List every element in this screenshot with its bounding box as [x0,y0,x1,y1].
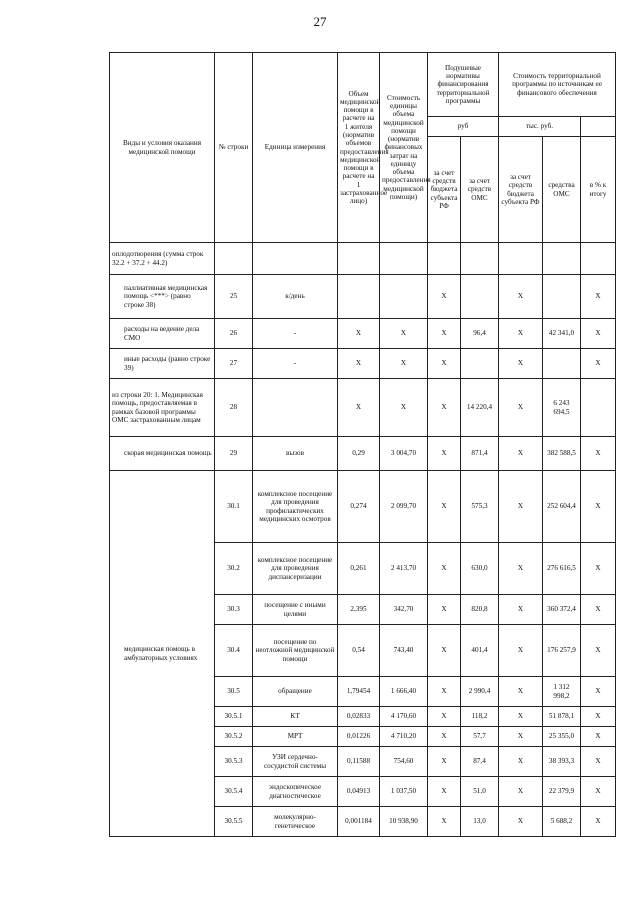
row-no: 30.5.5 [215,807,253,837]
row-pct: X [581,777,616,807]
row-total-oms: 382 588,5 [543,437,581,471]
row-unit: КТ [253,707,338,727]
row-total-budget: X [499,807,543,837]
row-no: 30.5.4 [215,777,253,807]
row-unit: МРТ [253,727,338,747]
row-pct: X [581,677,616,707]
row-no: 30.4 [215,625,253,677]
row-pct: X [581,747,616,777]
row-total-budget: X [499,707,543,727]
header-budget-rf: за счет средств бюджета субъекта РФ [428,137,461,243]
row-no: 27 [215,349,253,379]
row-cost: X [380,349,428,379]
row-label: скорая медицинская помощь [110,437,215,471]
row-budget: X [428,319,461,349]
row-pct: X [581,707,616,727]
row-no: 30.2 [215,543,253,595]
row-oms: 14 220,4 [461,379,499,437]
row-cost: 2 413,70 [380,543,428,595]
row-cost: 754,60 [380,747,428,777]
row-budget: X [428,677,461,707]
row-total-budget: X [499,471,543,543]
row-total-oms: 22 379,9 [543,777,581,807]
row-total-budget: X [499,727,543,747]
row-unit: обращение [253,677,338,707]
ambulatory-label: медицинская помощь в амбулаторных условиях [110,471,215,837]
row-total-oms: 176 257,9 [543,625,581,677]
row-unit: - [253,319,338,349]
row-unit: вызов [253,437,338,471]
header-oms-fund-2: средства ОМС [543,137,581,243]
row-unit: молекулярно-генетическое [253,807,338,837]
row-unit: посещение с иными целями [253,595,338,625]
row-oms: 2 990,4 [461,677,499,707]
row-unit: УЗИ сердечно-сосудистой системы [253,747,338,777]
row-oms: 630,0 [461,543,499,595]
row-total-budget: X [499,275,543,319]
row-cost: 1 037,50 [380,777,428,807]
row-total-budget: X [499,379,543,437]
row-label: оплодотворения (сумма строк 32.2 + 37.2 + 44.2) [110,243,215,275]
row-pct [581,379,616,437]
program-cost-table [109,52,616,837]
row-volume: 1,79454 [338,677,380,707]
row-total-oms: 51 878,1 [543,707,581,727]
row-volume: 0,261 [338,543,380,595]
row-total-oms: 42 341,0 [543,319,581,349]
row-pct: X [581,437,616,471]
row-pct: X [581,543,616,595]
row-volume: 0,01226 [338,727,380,747]
row-total-oms: 38 393,3 [543,747,581,777]
header-unit: Единица измерения [253,53,338,243]
row-no: 29 [215,437,253,471]
row-no: 30.1 [215,471,253,543]
row-budget: X [428,379,461,437]
row-total-budget: X [499,319,543,349]
header-cost: Стоимость единицы объема медицинской помощи (норматив финансовых затрат на единицу объема предоставления медицинской помощи) [380,53,428,243]
row-oms: 118,2 [461,707,499,727]
row-volume: 0,11588 [338,747,380,777]
page-number: 27 [313,14,327,29]
row-cost: 4 170,60 [380,707,428,727]
row-total-oms: 6 243 694,5 [543,379,581,437]
row-total-oms: 276 616,5 [543,543,581,595]
row-unit: эндоскопическое диагностическое [253,777,338,807]
row-no: 30.5.3 [215,747,253,777]
row-cost: 2 099,70 [380,471,428,543]
header-pct-total: в % к итогу [581,137,616,243]
row-pct: X [581,275,616,319]
row-budget: X [428,807,461,837]
row-budget: X [428,275,461,319]
row-cost: X [380,379,428,437]
row-total-oms: 5 688,2 [543,807,581,837]
row-volume: 2,395 [338,595,380,625]
row-budget: X [428,437,461,471]
row-total-oms [543,275,581,319]
row-pct: X [581,471,616,543]
row-pct: X [581,727,616,747]
row-total-budget: X [499,595,543,625]
row-unit: к/день [253,275,338,319]
row-volume: 0,04913 [338,777,380,807]
row-volume: X [338,349,380,379]
row-no: 26 [215,319,253,349]
row-volume [338,275,380,319]
header-rub: руб [428,117,499,137]
row-cost: 3 004,70 [380,437,428,471]
row-budget: X [428,625,461,677]
row-total-budget: X [499,543,543,595]
row-total-budget: X [499,349,543,379]
row-oms: 51,0 [461,777,499,807]
row-oms: 57,7 [461,727,499,747]
row-no: 30.3 [215,595,253,625]
header-types: Виды и условия оказания медицинской помощи [110,53,215,243]
row-budget: X [428,543,461,595]
row-total-oms [543,349,581,379]
row-pct: X [581,807,616,837]
row-total-budget: X [499,777,543,807]
row-no: 28 [215,379,253,437]
row-pct: X [581,625,616,677]
row-cost: 743,40 [380,625,428,677]
row-volume: 0,274 [338,471,380,543]
row-unit: комплексное посещение для проведения профилактических медицинских осмотров [253,471,338,543]
row-pct: X [581,349,616,379]
row-cost: 10 938,90 [380,807,428,837]
row-cost: 342,70 [380,595,428,625]
row-unit: - [253,349,338,379]
row-cost [380,275,428,319]
header-volume: Объем медицинской помощи в расчете на 1 жителя (норматив объемов предоставления медицинской помощи в расчете на 1 застрахованное лицо) [338,53,380,243]
header-blank [581,117,616,137]
row-cost: X [380,319,428,349]
row-volume: X [338,379,380,437]
row-pct: X [581,319,616,349]
row-oms [461,275,499,319]
row-label: иные расходы (равно строке 39) [110,349,215,379]
row-unit: посещение по неотложной медицинской помощи [253,625,338,677]
row-budget: X [428,747,461,777]
row-total-oms: 360 372,4 [543,595,581,625]
row-oms: 820,8 [461,595,499,625]
row-oms: 575,3 [461,471,499,543]
row-budget: X [428,777,461,807]
row-volume: X [338,319,380,349]
row-total-budget: X [499,747,543,777]
row-volume: 0,29 [338,437,380,471]
row-budget: X [428,727,461,747]
row-pct: X [581,595,616,625]
row-volume: 0,54 [338,625,380,677]
row-budget: X [428,471,461,543]
row-no: 30.5.2 [215,727,253,747]
row-label: из строки 20: 1. Медицинская помощь, предоставляемая в рамках базовой программы ОМС застрахованным лицам [110,379,215,437]
header-per-capita: Подушевые нормативы финансирования территориальной программы [428,53,499,117]
row-total-oms: 1 312 998,2 [543,677,581,707]
row-oms: 871,4 [461,437,499,471]
row-cost: 4 710,20 [380,727,428,747]
row-volume: 0,02833 [338,707,380,727]
row-total-budget: X [499,437,543,471]
row-total-oms: 25 355,0 [543,727,581,747]
header-oms-fund: за счет средств ОМС [461,137,499,243]
row-no: 30.5 [215,677,253,707]
row-no: 30.5.1 [215,707,253,727]
row-volume: 0,001184 [338,807,380,837]
header-thous-rub: тыс. руб. [499,117,581,137]
row-unit: комплексное посещение для проведения диспансеризации [253,543,338,595]
row-unit [253,379,338,437]
row-oms: 401,4 [461,625,499,677]
row-budget: X [428,349,461,379]
row-no: 25 [215,275,253,319]
header-total-cost: Стоимость территориальной программы по источникам ее финансового обеспечения [499,53,616,117]
row-budget: X [428,707,461,727]
row-total-oms: 252 604,4 [543,471,581,543]
row-total-budget: X [499,677,543,707]
row-oms [461,349,499,379]
row-total-budget: X [499,625,543,677]
row-cost: 1 666,40 [380,677,428,707]
header-row-no: № строки [215,53,253,243]
header-budget-rf-2: за счет средств бюджета субъекта РФ [499,137,543,243]
row-oms: 87,4 [461,747,499,777]
row-label: паллиативная медицинская помощь <***> (равно строке 38) [110,275,215,319]
row-oms: 96,4 [461,319,499,349]
row-oms: 13,0 [461,807,499,837]
row-budget: X [428,595,461,625]
row-label: расходы на ведение дела СМО [110,319,215,349]
